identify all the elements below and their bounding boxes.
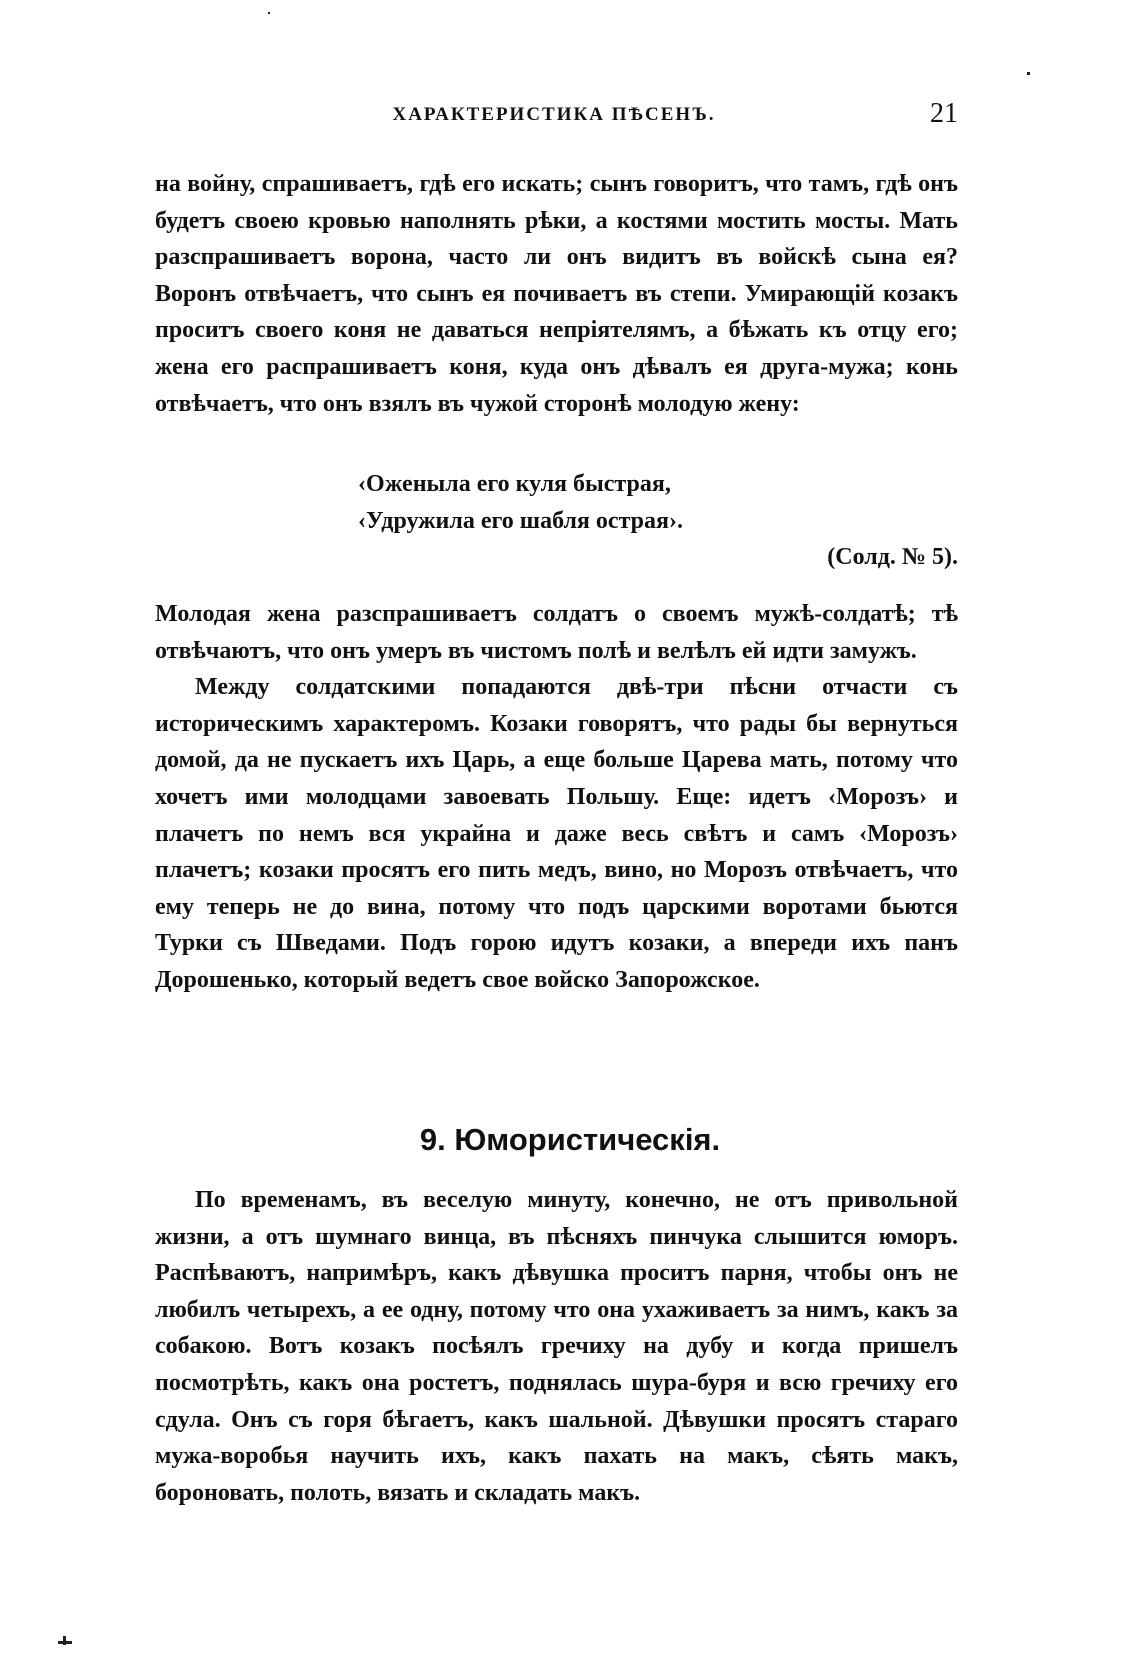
print-speck [268, 12, 270, 14]
paragraph: По временамъ, въ веселую минуту, конечно, не отъ привольной жизни, а отъ шумнаго винца, въ пѣсняхъ пинчука слышится юморъ. Распѣваютъ, напримѣръ, какъ дѣвушка проситъ парня, чтобы онъ не любилъ четырехъ, а ее одну, потому что она ухаживаетъ за нимъ, какъ за собакою. Вотъ козакъ посѣялъ гречиху на дубу и когда пришелъ посмотрѣть, какъ она ростетъ, поднялась шура-буря и всю гречиху его сдула. Онъ съ горя бѣгаетъ, какъ шальной. Дѣвушки просятъ стараго мужа-воробья научить ихъ, какъ пахать на макъ, сѣять макъ, бороновать, полоть, вязать и складать макъ. [155, 1187, 958, 1506]
verse-quote [358, 466, 683, 539]
paragraph: на войну, спрашиваетъ, гдѣ его искать; сынъ говоритъ, что тамъ, гдѣ онъ будетъ своею кровью наполнять рѣки, а костями мостить мосты. Мать разспрашиваетъ ворона, часто ли онъ видитъ въ войскѣ сына ея? Воронъ отвѣчаетъ, что сынъ ея почиваетъ въ степи. Умирающій козакъ проситъ своего коня не даваться непріятелямъ, а бѣжать къ отцу его; жена его распрашиваетъ коня, куда онъ дѣвалъ ея друга-мужа; конь отвѣчаетъ, что онъ взялъ въ чужой сторонѣ молодую жену: [155, 171, 958, 417]
verse-line: ‹Оженыла его куля быстрая, [358, 471, 671, 497]
verse-citation: (Солд. № 5). [827, 544, 958, 570]
print-speck [63, 1636, 66, 1645]
paragraph: Молодая жена разспрашиваетъ солдатъ о своемъ мужѣ-солдатѣ; тѣ отвѣчаютъ, что онъ умеръ въ чистомъ полѣ и велѣлъ ей идти замужъ. [155, 601, 958, 664]
print-speck [1027, 72, 1030, 75]
paragraph: Между солдатскими попадаются двѣ-три пѣсни отчасти съ историческимъ характеромъ. Козаки говорятъ, что рады бы вернуться домой, да не пускаетъ ихъ Царь, а еще больше Царева мать, потому что хочетъ ими молодцами завоевать Польшу. Еще: идетъ ‹Морозъ› и плачетъ по немъ вся украйна и даже весь свѣтъ и самъ ‹Морозъ› плачетъ; козаки просятъ его пить медъ, вино, но Морозъ отвѣчаетъ, что ему теперь не до вина, потому что подъ царскими воротами бьются Турки съ Шведами. Подъ горою идутъ козаки, а впереди ихъ панъ Дорошенько, который ведетъ свое войско Запорожское. [155, 674, 958, 993]
running-head [150, 98, 958, 134]
text-block-top [155, 166, 958, 422]
text-block-middle [155, 596, 958, 999]
section-heading: 9. Юмористическія. [419, 1122, 721, 1157]
verse-line: ‹Удружила его шабля острая›. [358, 507, 683, 534]
text-block-bottom [155, 1182, 958, 1511]
running-title: ХАРАКТЕРИСТИКА ПѢСЕНЪ. [392, 104, 716, 125]
page-number: 21 [930, 98, 958, 129]
